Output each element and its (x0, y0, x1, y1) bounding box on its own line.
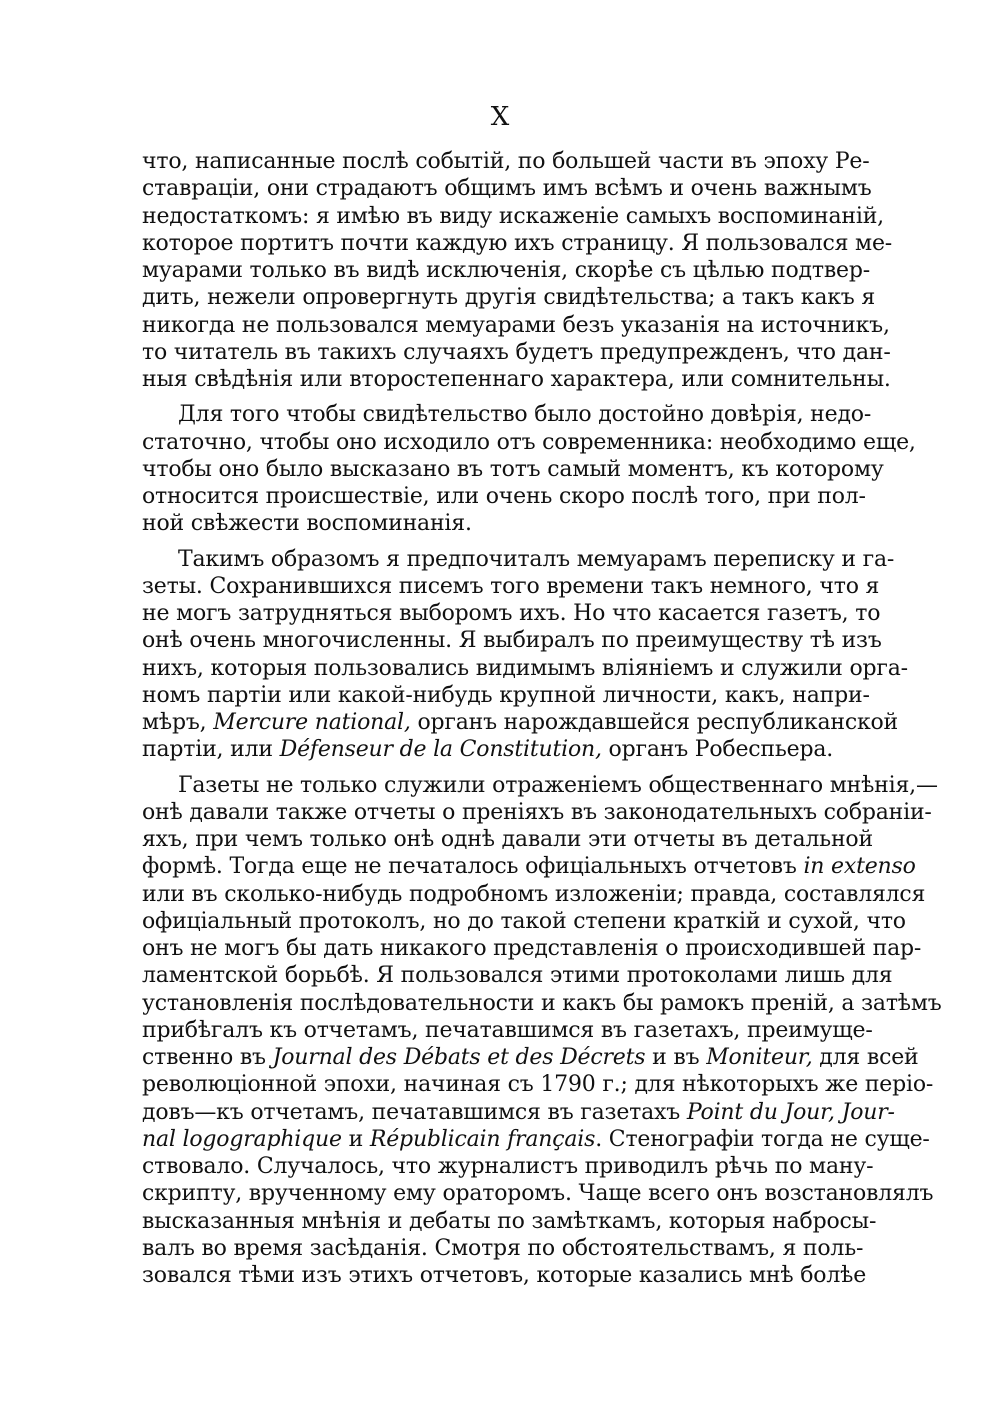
paragraph-gap (142, 538, 860, 546)
text-line: революціонной эпохи, начиная съ 1790 г.; для нѣкоторыхъ же періо- (142, 1072, 934, 1098)
body-text (142, 148, 942, 1289)
text-line: зеты. Сохранившихся писемъ того времени такъ немного, что я (142, 573, 880, 599)
text-line: муарами только въ видѣ исключенія, скорѣе съ цѣлью подтвер- (142, 258, 870, 283)
paragraph (142, 546, 908, 764)
text-line: мѣръ, Mercure national, органъ нарождавшейся республиканской (142, 710, 899, 735)
text-line: онѣ очень многочисленны. Я выбиралъ по преимуществу тѣ изъ (142, 628, 882, 654)
text-line: недостаткомъ: я имѣю въ виду искаженіе самыхъ воспоминаній, (142, 203, 884, 229)
text-line: нихъ, которыя пользовались видимымъ вліяніемъ и служили орга- (142, 655, 908, 681)
text-line: относится происшествіе, или очень скоро послѣ того, при пол- (142, 484, 866, 509)
text-line: Такимъ образомъ я предпочиталъ мемуарамъ переписку и га- (178, 546, 895, 572)
text-line: что, написанные послѣ событій, по большей части въ эпоху Ре- (142, 149, 870, 174)
text-line: партіи, или Défenseur de la Constitution, органъ Робеспьера. (142, 737, 834, 763)
text-line: не могъ затрудняться выборомъ ихъ. Но что касается газетъ, то (142, 601, 881, 626)
paragraph-gap (142, 764, 860, 772)
page-number: X (490, 102, 510, 132)
text-line: высказанныя мнѣнія и дебаты по замѣткамъ, которыя набросы- (142, 1208, 877, 1234)
paragraph (142, 401, 916, 537)
text-line: Газеты не только служили отраженіемъ общественнаго мнѣнія,— (178, 772, 938, 798)
text-line: то читатель въ такихъ случаяхъ будетъ предупрежденъ, что дан- (142, 339, 891, 365)
text-line: номъ партіи или какой-нибудь крупной личности, какъ, напри- (142, 682, 870, 708)
text-line: скрипту, врученному ему ораторомъ. Чаще всего онъ возстановлялъ (142, 1181, 934, 1207)
text-line: ламентской борьбѣ. Я пользовался этими протоколами лишь для (142, 963, 893, 989)
text-line: чтобы оно было высказано въ тотъ самый моментъ, къ которому (142, 456, 884, 482)
text-line: ставраціи, они страдаютъ общимъ имъ всѣмъ и очень важнымъ (142, 176, 872, 202)
text-line: дить, нежели опровергнуть другія свидѣтельства; а такъ какъ я (142, 285, 876, 311)
text-line: nal logographique и Républicain français. Стенографіи тогда не суще- (142, 1126, 930, 1152)
text-line: прибѣгалъ къ отчетамъ, печатавшимся въ газетахъ, преимуще- (142, 1017, 873, 1043)
text-line: яхъ, при чемъ только онѣ однѣ давали эти отчеты въ детальной (142, 827, 873, 852)
text-line: формѣ. Тогда еще не печаталось офиціальныхъ отчетовъ in extenso (142, 854, 916, 880)
text-line: офиціальный протоколъ, но до такой степени краткій и сухой, что (142, 908, 906, 934)
text-line: или въ сколько-нибудь подробномъ изложеніи; правда, составлялся (142, 881, 926, 907)
text-line: ствовало. Случалось, что журналистъ приводилъ рѣчь по ману- (142, 1154, 874, 1179)
text-line: ной свѣжести воспоминанія. (142, 511, 472, 537)
text-line: онъ не могъ бы дать никакого представленія о происходившей пар- (142, 936, 922, 961)
text-line: установленія послѣдовательности и какъ бы рамокъ преній, а затѣмъ (142, 990, 942, 1016)
text-line: никогда не пользовался мемуарами безъ указанія на источникъ, (142, 312, 890, 338)
text-line: Для того чтобы свидѣтельство было достойно довѣрія, недо- (178, 402, 872, 428)
text-line: довъ—къ отчетамъ, печатавшимся въ газетахъ Point du Jour, Jour- (142, 1099, 895, 1125)
text-line: валъ во время засѣданія. Смотря по обстоятельствамъ, я поль- (142, 1235, 864, 1261)
text-line: онѣ давали также отчеты о преніяхъ въ законодательныхъ собраніи- (142, 799, 932, 825)
text-line: ныя свѣдѣнія или второстепеннаго характера, или сомнительны. (142, 367, 891, 392)
text-line: ственно въ Journal des Débats et des Décrets и въ Moniteur, для всей (142, 1045, 919, 1070)
text-line: зовался тѣми изъ этихъ отчетовъ, которые казались мнѣ болѣе (142, 1263, 867, 1288)
paragraph (142, 772, 942, 1290)
paragraph (142, 148, 893, 393)
text-line: статочно, чтобы оно исходило отъ современника: необходимо еще, (142, 429, 916, 455)
paragraph-gap (142, 393, 860, 401)
text-line: которое портитъ почти каждую ихъ страницу. Я пользовался ме- (142, 230, 893, 256)
